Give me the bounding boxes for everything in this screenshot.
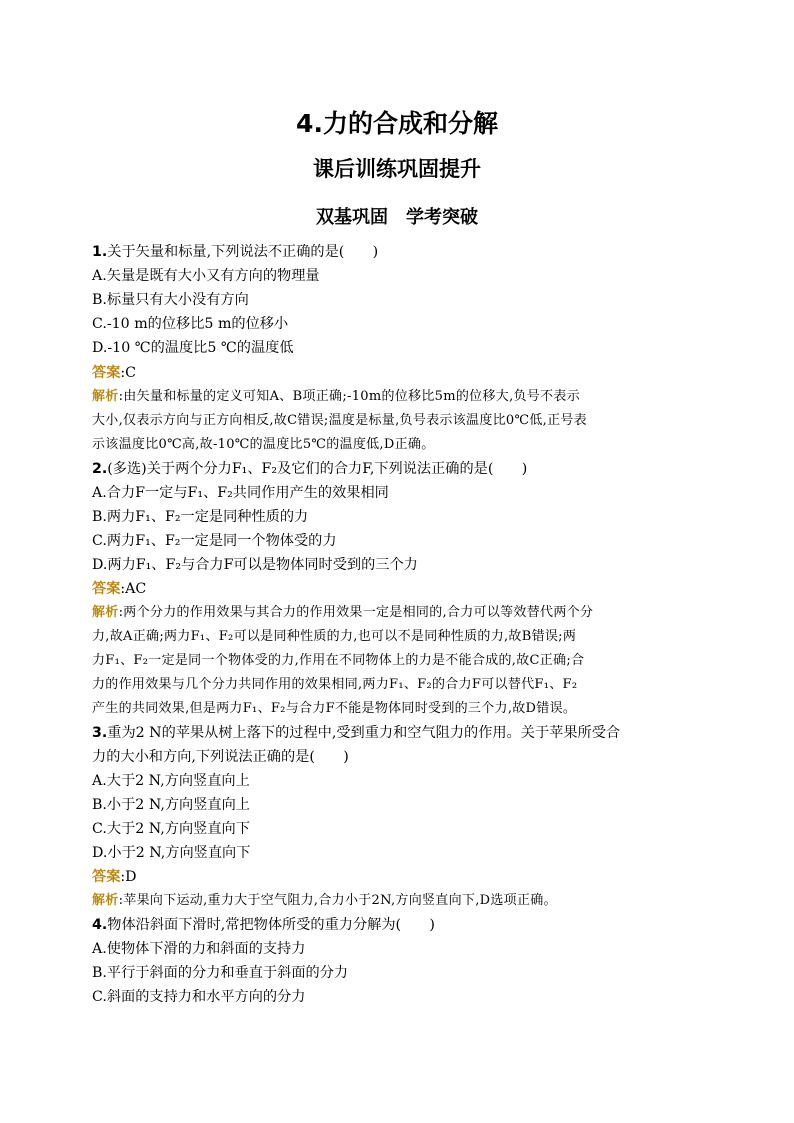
explanation-label: 解析	[92, 605, 119, 620]
question-text: 关于矢量和标量,下列说法不正确的是( )	[107, 244, 379, 260]
question-text: 力的大小和方向,下列说法正确的是( )	[92, 749, 349, 765]
option: B.平行于斜面的分力和垂直于斜面的分力	[92, 965, 349, 981]
answer-line	[92, 868, 702, 886]
page-title: 4.力的合成和分解	[296, 109, 498, 138]
option: C.大于2 N,方向竖直向下	[92, 821, 250, 837]
question-4-stem	[92, 916, 702, 934]
option: D.-10 ℃的温度比5 ℃的温度低	[92, 340, 294, 356]
answer-value: :D	[120, 869, 137, 885]
option: D.小于2 N,方向竖直向下	[92, 845, 251, 861]
question-1-stem	[92, 243, 702, 261]
option: B.标量只有大小没有方向	[92, 292, 249, 308]
explanation-line: 力的作用效果与几个分力共同作用的效果相同,两力F₁、F₂的合力F可以替代F₁、F₂	[92, 677, 578, 692]
option: A.合力F一定与F₁、F₂共同作用产生的效果相同	[92, 485, 389, 501]
question-2-stem	[92, 460, 702, 478]
explanation-line: 大小,仅表示方向与正方向相反,故C错误;温度是标量,负号表示该温度比0℃低,正号表	[92, 413, 587, 428]
question-text: (多选)关于两个分力F₁、F₂及它们的合力F,下列说法正确的是( )	[107, 461, 528, 477]
question-number: 3.	[92, 725, 108, 741]
explanation-label: 解析	[92, 389, 119, 404]
question-number: 2.	[92, 461, 108, 477]
question-text: 重为2 N的苹果从树上落下的过程中,受到重力和空气阻力的作用。关于苹果所受合	[107, 725, 621, 741]
explanation-line: 解析:两个分力的作用效果与其合力的作用效果一定是相同的,合力可以等效替代两个分	[92, 605, 594, 620]
option: A.矢量是既有大小又有方向的物理量	[92, 268, 320, 284]
option: B.小于2 N,方向竖直向上	[92, 797, 250, 813]
explanation-line: 解析:苹果向下运动,重力大于空气阻力,合力小于2N,方向竖直向下,D选项正确。	[92, 893, 557, 908]
answer-line	[92, 580, 702, 598]
option: D.两力F₁、F₂与合力F可以是物体同时受到的三个力	[92, 557, 418, 573]
answer-line	[92, 364, 702, 382]
answer-label: 答案	[92, 581, 121, 597]
option: C.斜面的支持力和水平方向的分力	[92, 989, 306, 1005]
explanation-line: 力,故A正确;两力F₁、F₂可以是同种性质的力,也可以不是同种性质的力,故B错误;两	[92, 629, 577, 644]
option: B.两力F₁、F₂一定是同种性质的力	[92, 509, 309, 525]
answer-value: :AC	[120, 581, 147, 597]
explanation-line: 力F₁、F₂一定是同一个物体受的力,作用在不同物体上的力是不能合成的,故C正确;合	[92, 653, 585, 668]
option: A.大于2 N,方向竖直向上	[92, 773, 250, 789]
explanation-line: 示该温度比0℃高,故-10℃的温度比5℃的温度低,D正确。	[92, 437, 435, 452]
question-number: 4.	[92, 917, 108, 933]
question-number: 1.	[92, 244, 108, 260]
answer-label: 答案	[92, 365, 121, 381]
explanation-line: 解析:由矢量和标量的定义可知A、B项正确;-10m的位移比5m的位移大,负号不表示	[92, 389, 581, 404]
section-heading: 双基巩固 学考突破	[316, 207, 478, 228]
explanation-label: 解析	[92, 893, 119, 908]
option: C.两力F₁、F₂一定是同一个物体受的力	[92, 533, 337, 549]
answer-label: 答案	[92, 869, 121, 885]
explanation-line: 产生的共同效果,但是两力F₁、F₂与合力F不能是物体同时受到的三个力,故D错误。	[92, 701, 577, 716]
question-3-stem	[92, 724, 702, 742]
option: A.使物体下滑的力和斜面的支持力	[92, 941, 306, 957]
answer-value: :C	[120, 365, 137, 381]
option: C.-10 m的位移比5 m的位移小	[92, 316, 289, 332]
page-subtitle: 课后训练巩固提升	[313, 157, 481, 181]
question-text: 物体沿斜面下滑时,常把物体所受的重力分解为( )	[107, 917, 435, 933]
